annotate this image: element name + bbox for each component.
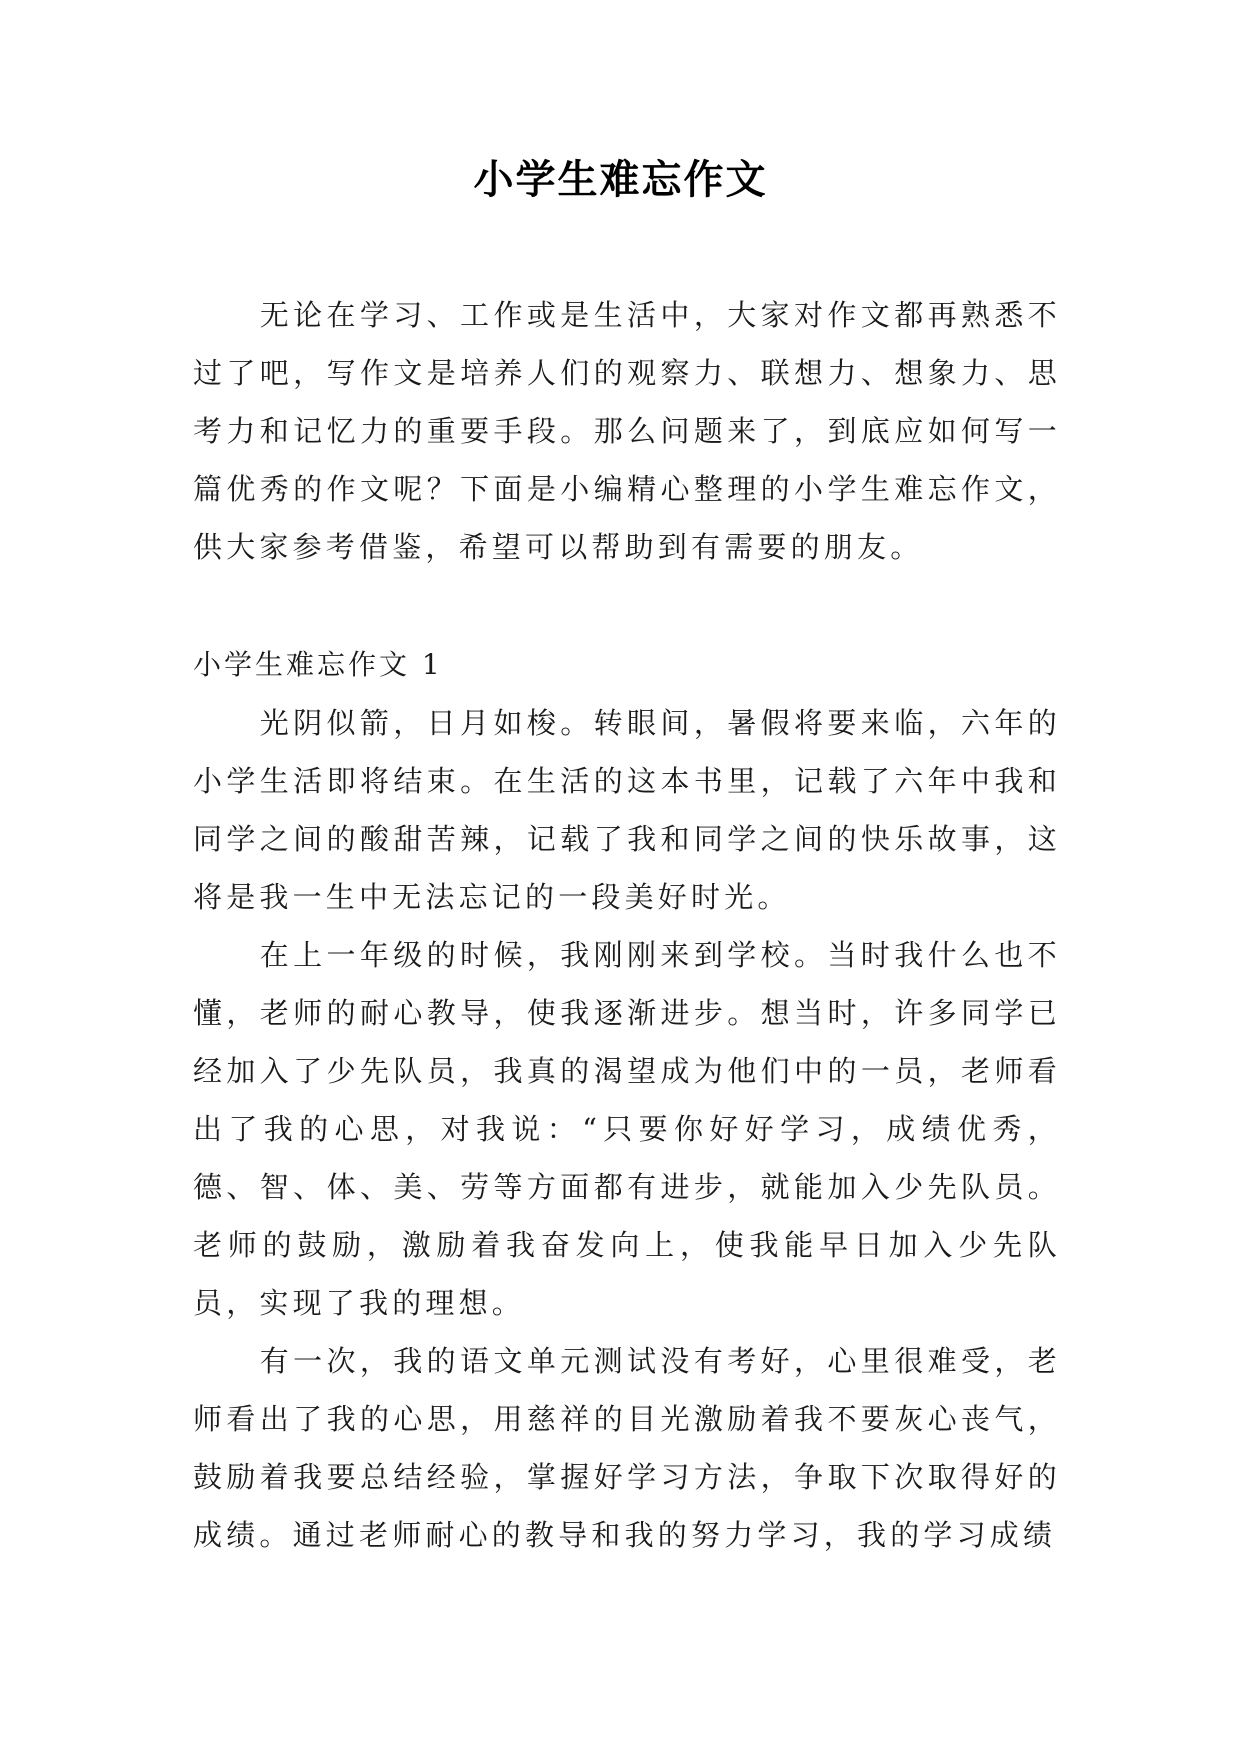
body-paragraph-1: 光阴似箭，日月如梭。转眼间，暑假将要来临，六年的小学生活即将结束。在生活的这本书里，记载了六年中我和同学之间的酸甜苦辣，记载了我和同学之间的快乐故事，这将是我一生中无法忘记的一段美好时光。 (193, 706, 1061, 914)
intro-paragraph: 无论在学习、工作或是生活中，大家对作文都再熟悉不过了吧，写作文是培养人们的观察力、联想力、想象力、思考力和记忆力的重要手段。那么问题来了，到底应如何写一篇优秀的作文呢？下面是小编精心整理的小学生难忘作文，供大家参考借鉴，希望可以帮助到有需要的朋友。 (193, 298, 1061, 564)
body-paragraph-3: 有一次，我的语文单元测试没有考好，心里很难受，老师看出了我的心思，用慈祥的目光激励着我不要灰心丧气，鼓励着我要总结经验，掌握好学习方法，争取下次取得好的成绩。通过老师耐心的教导和我的努力学习，我的学习成绩 (193, 1344, 1061, 1552)
document-title: 小学生难忘作文 (473, 156, 768, 203)
document-body (193, 286, 1061, 1564)
section-heading: 小学生难忘作文 1 (193, 648, 443, 681)
body-paragraph-2: 在上一年级的时候，我刚刚来到学校。当时我什么也不懂，老师的耐心教导，使我逐渐进步。想当时，许多同学已经加入了少先队员，我真的渴望成为他们中的一员，老师看出了我的心思，对我说：“只要你好好学习，成绩优秀，德、智、体、美、劳等方面都有进步，就能加入少先队员。老师的鼓励，激励着我奋发向上，使我能早日加入少先队员，实现了我的理想。 (193, 938, 1061, 1320)
paragraph-gap (193, 576, 1061, 636)
